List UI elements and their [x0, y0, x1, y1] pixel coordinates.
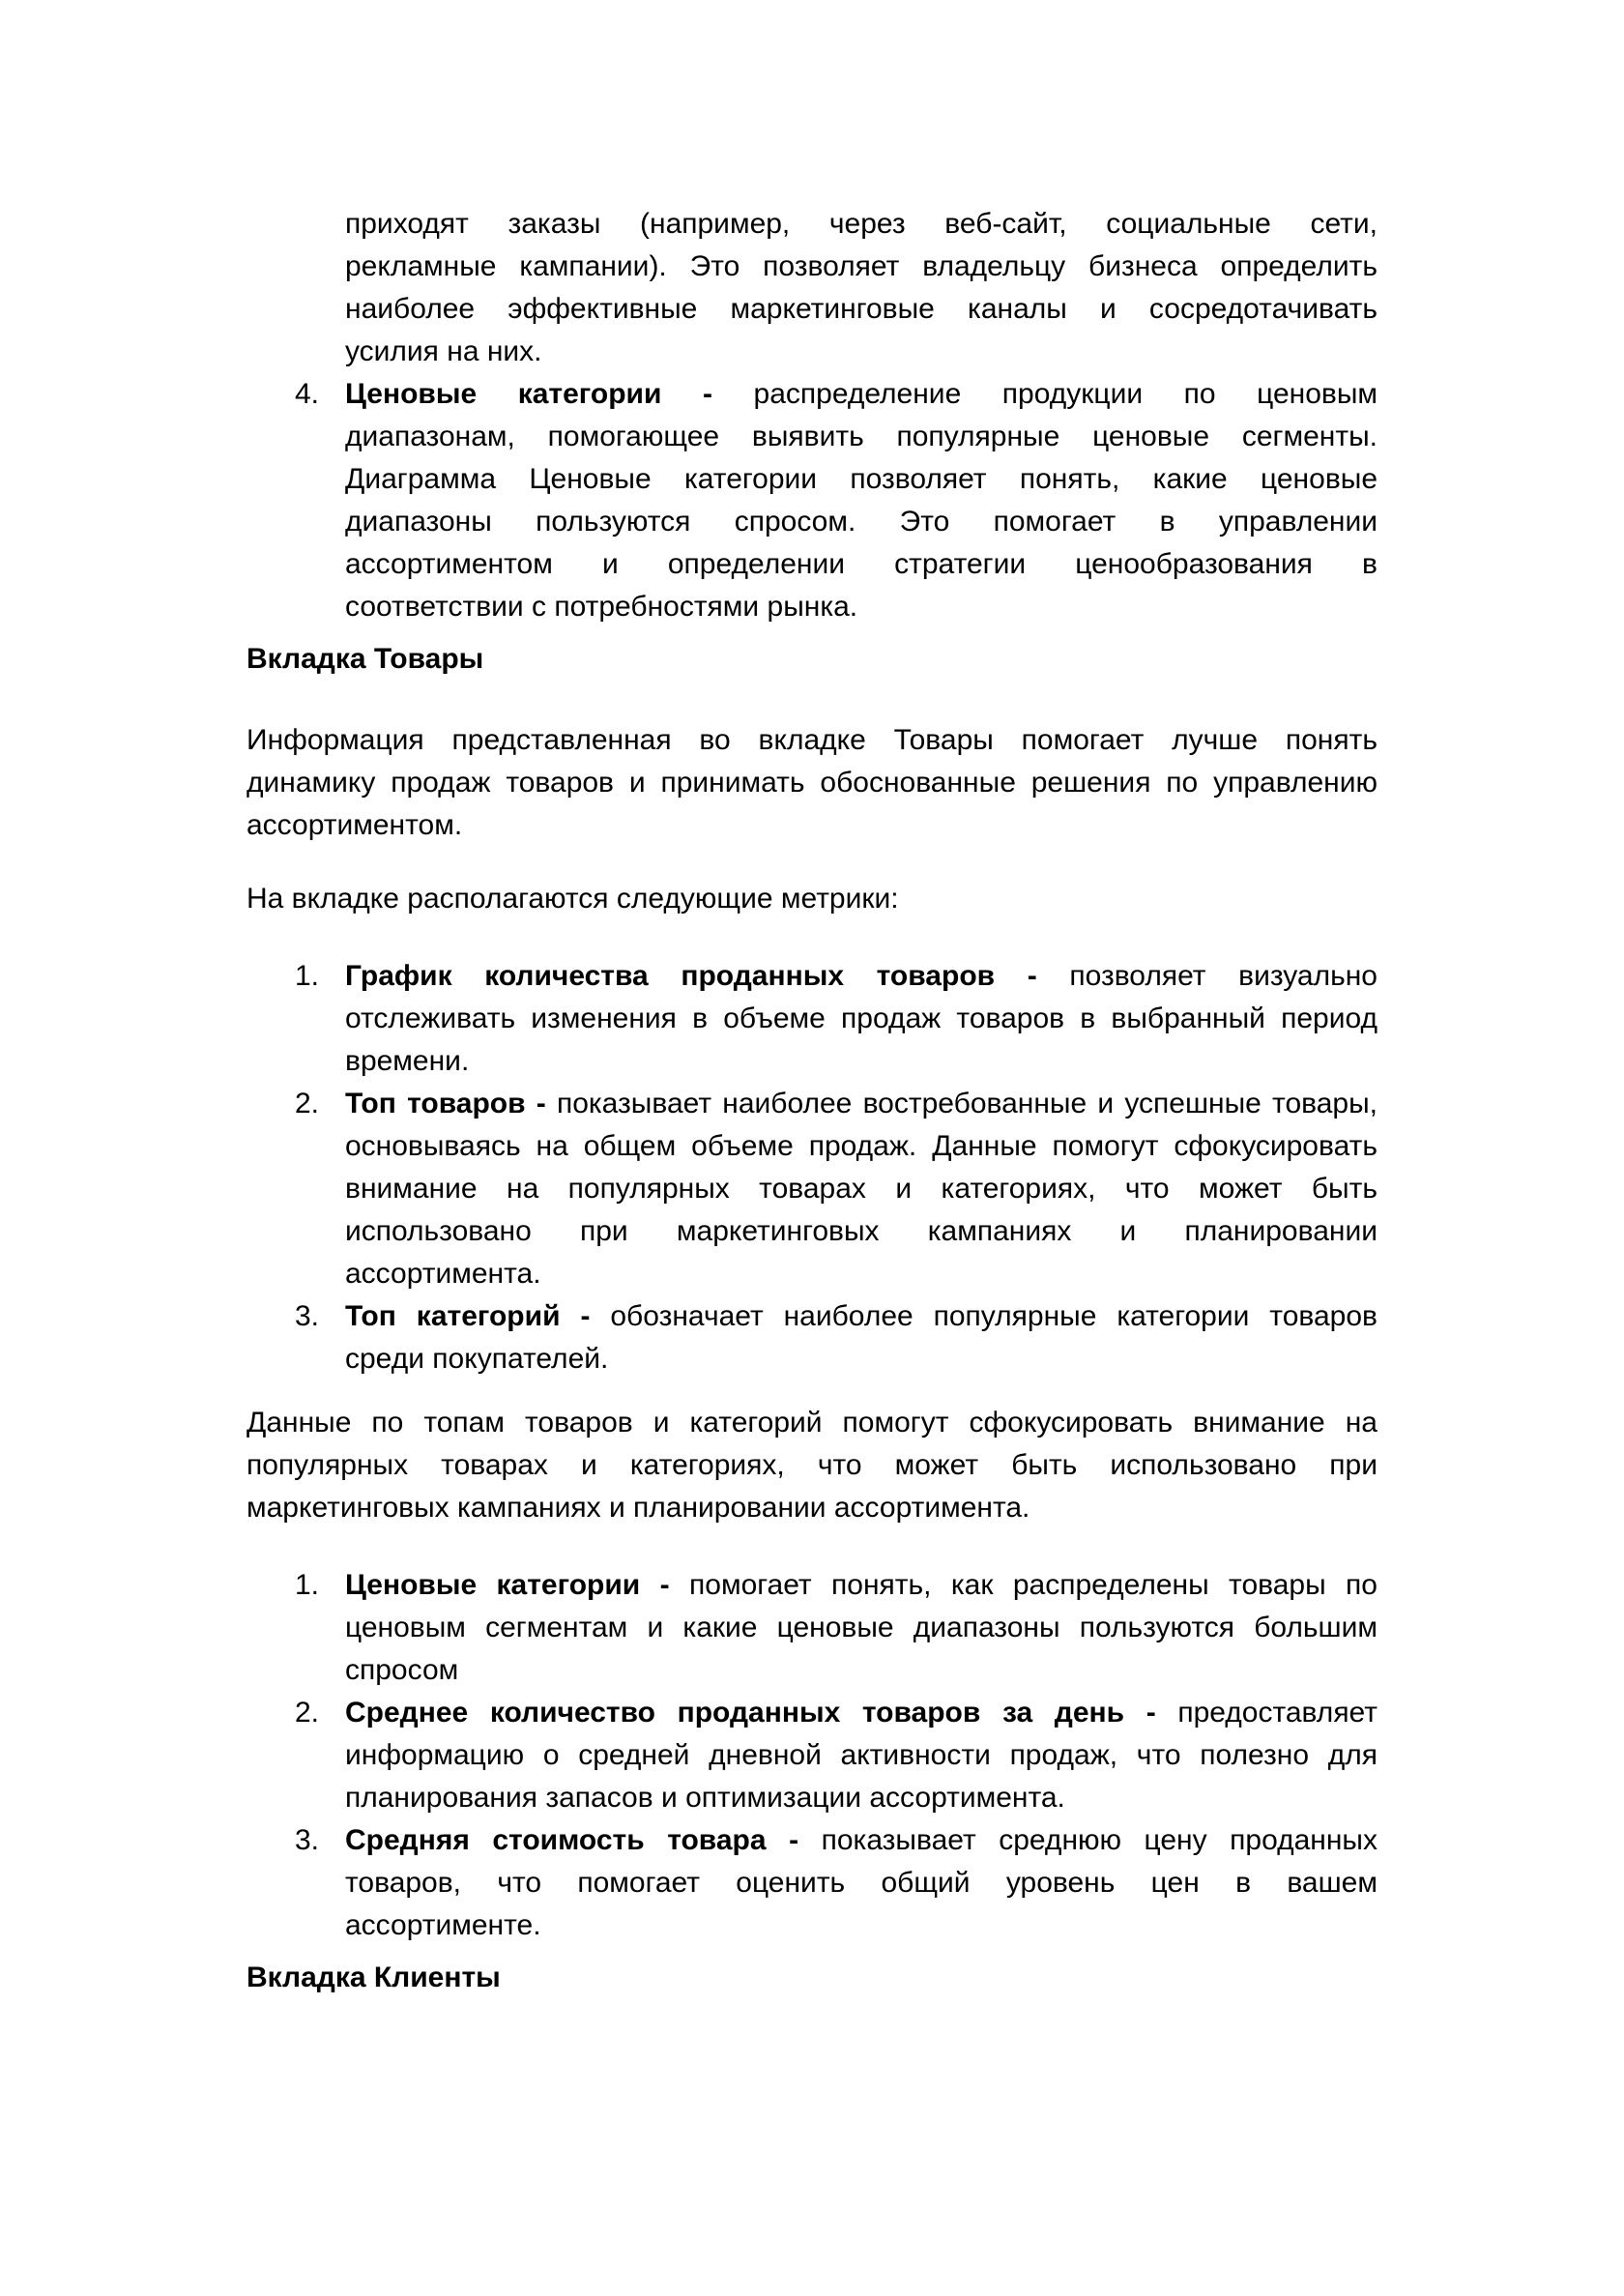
doc-text: позволяет визуально	[1069, 960, 1378, 992]
list-item-number: 4.	[295, 378, 320, 410]
doc-line	[345, 1819, 1378, 1862]
doc-line: Диаграмма Ценовые категории позволяет понять, какие ценовые	[345, 463, 1378, 495]
doc-line: На вкладке располагаются следующие метрики:	[246, 883, 899, 915]
doc-line: внимание на популярных товарах и категориях, что может быть	[345, 1173, 1378, 1205]
doc-line	[345, 955, 1378, 998]
doc-line: ассортиментом.	[246, 809, 463, 841]
list-item	[246, 373, 1378, 628]
doc-line: ассортиментом и определении стратегии ценообразования в	[345, 548, 1378, 580]
numbered-list-products	[246, 955, 1378, 1381]
doc-line: маркетинговых кампаниях и планировании ассортимента.	[246, 1492, 1030, 1524]
doc-line	[345, 1083, 1378, 1125]
doc-line: Данные по топам товаров и категорий помогут сфокусировать внимание на	[246, 1407, 1378, 1439]
doc-line: планирования запасов и оптимизации ассортимента.	[345, 1782, 1065, 1814]
metric-term: Топ категорий -	[345, 1300, 591, 1332]
list-item-continuation	[246, 203, 1378, 373]
list-item-number: 1.	[295, 1569, 320, 1601]
doc-line: популярных товарах и категориях, что может быть использовано при	[246, 1449, 1378, 1481]
doc-text: показывает среднюю цену проданных	[821, 1824, 1378, 1856]
doc-line: рекламные кампании). Это позволяет владельцу бизнеса определить	[345, 250, 1378, 282]
list-item-number: 2.	[295, 1697, 320, 1729]
paragraph	[246, 1402, 1378, 1529]
list-item-number: 3.	[295, 1300, 320, 1332]
metric-term: Топ товаров -	[345, 1088, 546, 1119]
doc-line: информацию о средней дневной активности продаж, что полезно для	[345, 1739, 1378, 1771]
doc-line: ассортименте.	[345, 1909, 541, 1941]
doc-line	[345, 1692, 1378, 1734]
metric-term: Ценовые категории -	[345, 1569, 670, 1601]
doc-line: Информация представленная во вкладке Товары помогает лучше понять	[246, 724, 1378, 756]
list-item	[246, 955, 1378, 1083]
metric-term: График количества проданных товаров -	[345, 960, 1037, 992]
doc-line	[345, 373, 1378, 416]
list-item	[246, 1564, 1378, 1692]
doc-line: времени.	[345, 1045, 470, 1077]
doc-text: распределение продукции по ценовым	[753, 378, 1378, 410]
metric-term: Среднее количество проданных товаров за день -	[345, 1697, 1156, 1729]
list-item-number: 1.	[295, 960, 320, 992]
doc-text: помогает понять, как распределены товары по	[689, 1569, 1378, 1601]
numbered-list-price	[246, 1564, 1378, 1947]
doc-line	[345, 1564, 1378, 1607]
doc-line: отслеживать изменения в объеме продаж товаров в выбранный период	[345, 1003, 1378, 1034]
list-item	[246, 1295, 1378, 1381]
paragraph	[246, 719, 1378, 847]
doc-line: диапазонам, помогающее выявить популярные ценовые сегменты.	[345, 421, 1378, 452]
doc-line: основываясь на общем объеме продаж. Данные помогут сфокусировать	[345, 1130, 1378, 1162]
list-item-number: 3.	[295, 1824, 320, 1856]
doc-line: ценовым сегментам и какие ценовые диапазоны пользуются большим	[345, 1612, 1378, 1643]
doc-line: товаров, что помогает оценить общий уровень цен в вашем	[345, 1867, 1378, 1899]
doc-text: показывает наиболее востребованные и успешные товары,	[556, 1088, 1378, 1119]
section-heading-clients: Вкладка Клиенты	[246, 1962, 501, 1993]
doc-line: использовано при маркетинговых кампаниях и планировании	[345, 1215, 1378, 1247]
page-content	[246, 203, 1378, 1999]
paragraph	[246, 878, 1378, 920]
doc-text: предоставляет	[1177, 1697, 1378, 1729]
metric-term: Средняя стоимость товара -	[345, 1824, 799, 1856]
doc-line: спросом	[345, 1654, 459, 1686]
doc-line: ассортимента.	[345, 1258, 541, 1290]
doc-line: диапазоны пользуются спросом. Это помогает в управлении	[345, 506, 1378, 538]
doc-line: среди покупателей.	[345, 1343, 609, 1375]
doc-text: обозначает наиболее популярные категории товаров	[610, 1300, 1378, 1332]
list-item	[246, 1692, 1378, 1819]
list-item-number: 2.	[295, 1088, 320, 1119]
list-item	[246, 1083, 1378, 1295]
doc-line: усилия на них.	[345, 335, 542, 367]
doc-line: динамику продаж товаров и принимать обоснованные решения по управлению	[246, 767, 1378, 799]
doc-line: наиболее эффективные маркетинговые каналы и сосредотачивать	[345, 293, 1378, 325]
doc-line: приходят заказы (например, через веб-сайт, социальные сети,	[345, 208, 1378, 240]
doc-line	[345, 1295, 1378, 1338]
section-heading-products: Вкладка Товары	[246, 643, 484, 675]
doc-line: соответствии с потребностями рынка.	[345, 591, 858, 623]
metric-term: Ценовые категории -	[345, 378, 712, 410]
list-item	[246, 1819, 1378, 1947]
